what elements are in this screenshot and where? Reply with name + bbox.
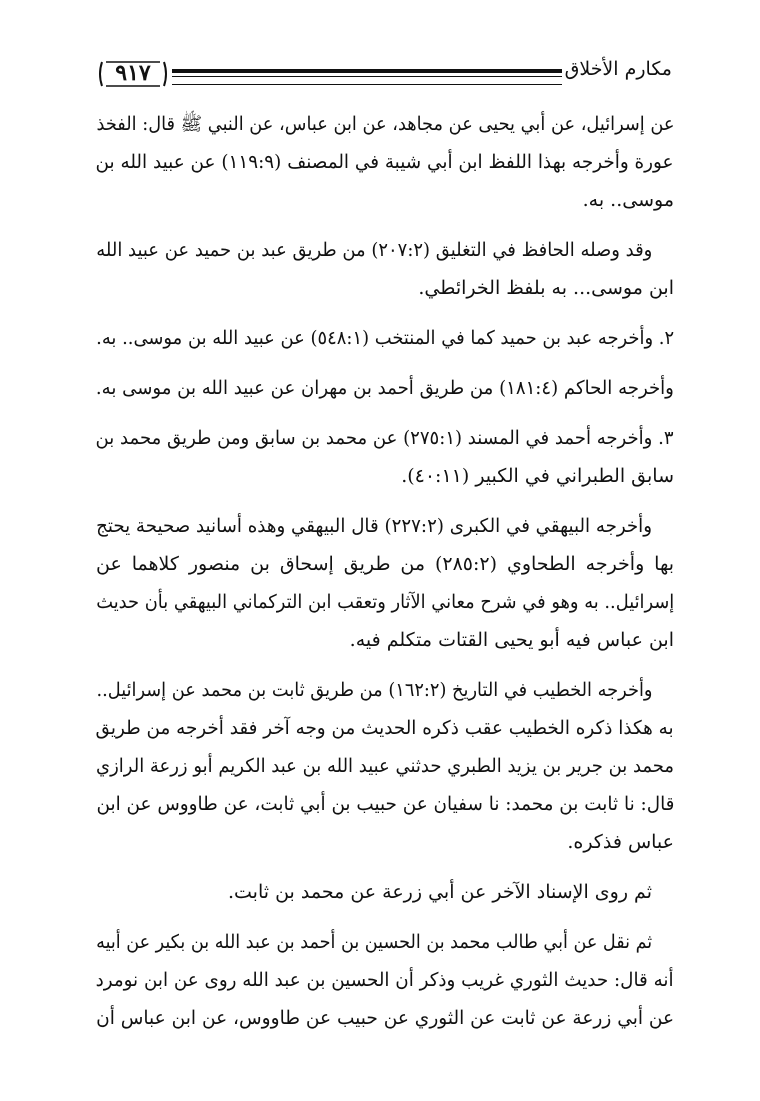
text-line: أنه قال: حديث الثوري غريب وذكر أن الحسين بن عبد الله روى عن ابن نومرد xyxy=(96,969,674,991)
paragraph xyxy=(96,671,674,861)
page-number-frame xyxy=(96,58,170,90)
paragraph-gap xyxy=(96,219,674,231)
paragraph xyxy=(96,419,674,495)
text-line: وقد وصله الحافظ في التغليق (٢٠٧:٢) من طريق عبد بن حميد عن عبيد الله xyxy=(96,239,652,261)
paragraph-gap xyxy=(96,911,674,923)
text-line: عباس فذكره. xyxy=(567,831,674,853)
paragraph xyxy=(96,319,674,357)
text-line: بها وأخرجه الطحاوي (٢٨٥:٢) من طريق إسحاق بن منصور كلاهما عن xyxy=(96,553,674,575)
paragraph xyxy=(96,369,674,407)
text-line: به هكذا ذكره الخطيب عقب ذكره الحديث من وجه آخر فقد أخرجه من طريق xyxy=(96,717,674,739)
paragraph-gap xyxy=(96,495,674,507)
paragraph xyxy=(96,923,674,1037)
paragraph-gap xyxy=(96,307,674,319)
text-line: عن إسرائيل، عن أبي يحيى عن مجاهد، عن ابن عباس، عن النبي ﷺ قال: الفخذ xyxy=(96,113,674,135)
text-line: قال: نا ثابت بن محمد: نا سفيان عن حبيب بن أبي ثابت، عن طاووس عن ابن xyxy=(96,793,674,815)
main-text xyxy=(96,105,674,1037)
text-line: عن أبي زرعة عن ثابت عن الثوري عن حبيب عن طاووس، عن ابن عباس أن xyxy=(96,1007,674,1029)
paragraph-gap xyxy=(96,659,674,671)
text-line: ثم نقل عن أبي طالب محمد بن الحسين بن أحمد بن عبد الله بن بكير عن أبيه xyxy=(96,931,652,953)
page-number: ٩١٧ xyxy=(115,60,151,86)
text-line: ثم روى الإسناد الآخر عن أبي زرعة عن محمد بن ثابت. xyxy=(227,881,652,903)
paragraph-gap xyxy=(96,407,674,419)
text-line: سابق الطبراني في الكبير (٤٠:١١). xyxy=(401,465,674,487)
text-line: ابن عباس فيه أبو يحيى القتات متكلم فيه. xyxy=(349,629,674,651)
text-line: ابن موسى... به بلفظ الخرائطي. xyxy=(418,277,674,299)
text-line: محمد بن جرير بن يزيد الطبري حدثني عبيد الله بن عبد الكريم أبو زرعة الرازي xyxy=(96,755,674,777)
paragraph xyxy=(96,873,674,911)
paragraph-gap xyxy=(96,861,674,873)
text-line: عورة وأخرجه بهذا اللفظ ابن أبي شيبة في المصنف (١١٩:٩) عن عبيد الله بن xyxy=(96,151,674,173)
paragraph xyxy=(96,507,674,659)
text-line: وأخرجه الحاكم (١٨١:٤) من طريق أحمد بن مهران عن عبيد الله بن موسى به. xyxy=(96,377,674,399)
paragraph-gap xyxy=(96,357,674,369)
text-line: ٣. وأخرجه أحمد في المسند (٢٧٥:١) عن محمد بن سابق ومن طريق محمد بن xyxy=(96,427,674,449)
running-head-title: مكارم الأخلاق xyxy=(564,58,672,80)
paragraph xyxy=(96,231,674,307)
header-rule xyxy=(172,69,562,85)
text-line: وأخرجه الخطيب في التاريخ (١٦٢:٢) من طريق ثابت بن محمد عن إسرائيل.. xyxy=(96,679,652,701)
text-line: موسى.. به. xyxy=(582,189,674,211)
paragraph xyxy=(96,105,674,219)
page-header xyxy=(96,58,674,98)
text-line: ٢. وأخرجه عبد بن حميد كما في المنتخب (٥٤٨:١) عن عبيد الله بن موسى.. به. xyxy=(96,327,674,349)
text-line: إسرائيل.. به وهو في شرح معاني الآثار وتعقب ابن التركماني البيهقي بأن حديث xyxy=(96,591,674,613)
text-line: وأخرجه البيهقي في الكبرى (٢٢٧:٢) قال البيهقي وهذه أسانيد صحيحة يحتج xyxy=(96,515,652,537)
